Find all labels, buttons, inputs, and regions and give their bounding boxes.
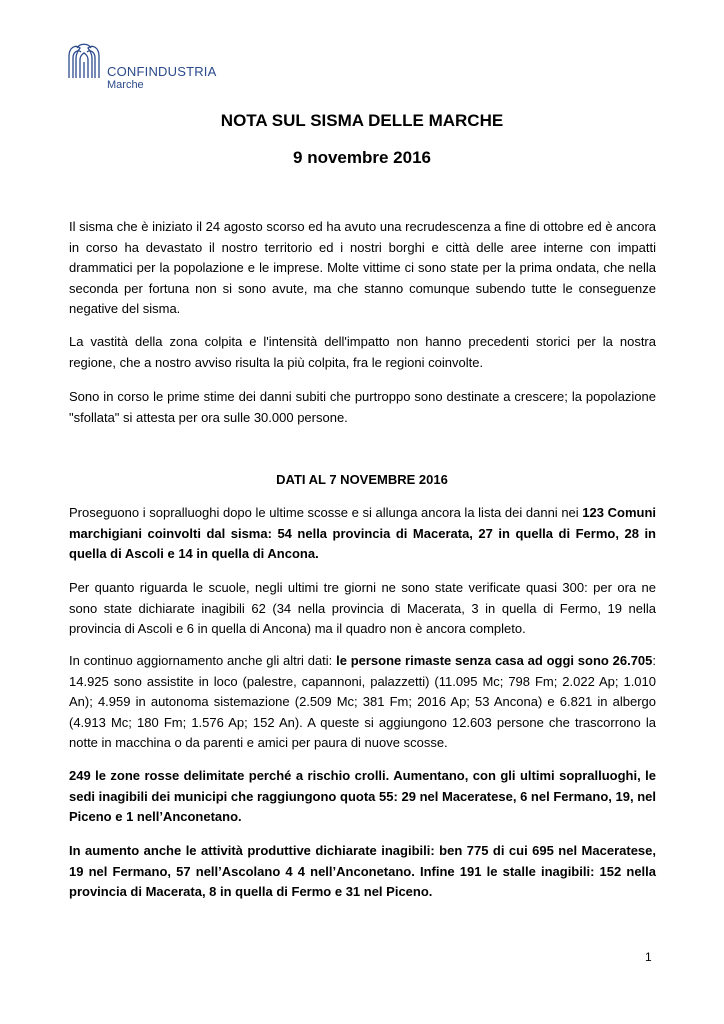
data-paragraph-red-zones: 249 le zone rosse delimitate perché a rischio crolli. Aumentano, con gli ultimi sopralluoghi, le sedi inagibili dei municipi che raggiungono quota 55: 29 nel Maceratese, 6 nel Fermano, 19, nel Piceno e 1 nell’Anconetano. [69, 768, 656, 825]
paragraph-bold-text: le persone rimaste senza casa ad oggi sono 26.705 [336, 653, 653, 668]
logo-organization-name: CONFINDUSTRIA [107, 64, 217, 79]
section-heading: DATI AL 7 NOVEMBRE 2016 [276, 472, 448, 487]
confindustria-logo [66, 42, 246, 94]
data-paragraph-displaced [69, 651, 656, 754]
paragraph-text: Proseguono i sopralluoghi dopo le ultime scosse e si allunga ancora la lista dei danni nei [69, 505, 583, 520]
logo-region-name: Marche [107, 79, 144, 91]
data-paragraph-schools: Per quanto riguarda le scuole, negli ultimi tre giorni ne sono state verificate quasi 300: per ora ne sono state dichiarate inagibili 62 (34 nella provincia di Macerata, 3 in quella di Fermo, 19 nella provincia di Ascoli e 6 in quella di Ancona) ma il quadro non è ancora completo. [69, 580, 656, 637]
data-paragraph-municipalities [69, 503, 656, 565]
logo-column-icon [66, 42, 102, 82]
document-title: NOTA SUL SISMA DELLE MARCHE [220, 111, 504, 130]
paragraph-bold-text: 123 Comuni marchigiani coinvolti dal sisma: 54 nella provincia di Macerata, 27 in quella di Fermo, 28 in quella di Ascoli e 14 in quella di Ancona. [69, 505, 656, 562]
data-paragraph-businesses: In aumento anche le attività produttive dichiarate inagibili: ben 775 di cui 695 nel Maceratese, 19 nel Fermano, 57 nell’Ascolano 4 4 nell’Anconetano. Infine 191 le stalle inagibili: 152 nella provincia di Macerata, 8 in quella di Fermo e 31 nel Piceno. [69, 843, 656, 900]
paragraph-text: In continuo aggiornamento anche gli altri dati: [69, 653, 337, 668]
intro-paragraph-2: La vastità della zona colpita e l'intensità dell'impatto non hanno precedenti storici per la nostra regione, che a nostro avviso risulta la più colpita, fra le regioni coinvolte. [69, 334, 656, 370]
intro-paragraph-3: Sono in corso le prime stime dei danni subiti che purtroppo sono destinate a crescere; la popolazione "sfollata" si attesta per ora sulle 30.000 persone. [69, 389, 656, 425]
paragraph-text: : 14.925 sono assistite in loco (palestre, capannoni, palazzetti) (11.095 Mc; 798 Fm; 2.022 Ap; 1.010 An); 4.959 in autonoma sistemazione (2.509 Mc; 381 Fm; 2016 Ap; 53 Ancona) e 6.821 in albergo (4.913 Mc; 180 Fm; 1.576 Ap; 152 An). A queste si aggiungono 12.603 persone che trascorrono la notte in macchina o da parenti e amici per paura di nuove scosse. [69, 653, 657, 751]
page-number: 1 [645, 950, 652, 964]
document-date: 9 novembre 2016 [293, 148, 431, 167]
intro-paragraph-1: Il sisma che è iniziato il 24 agosto scorso ed ha avuto una recrudescenza a fine di ottobre ed è ancora in corso ha devastato il nostro territorio ed i nostri borghi e città delle aree interne con impatti drammatici per la popolazione e le imprese. Molte vittime ci sono state per la prima ondata, che nella seconda per fortuna non si sono avute, ma che stanno comunque subendo tutte le conseguenze negative del sisma. [69, 219, 656, 317]
